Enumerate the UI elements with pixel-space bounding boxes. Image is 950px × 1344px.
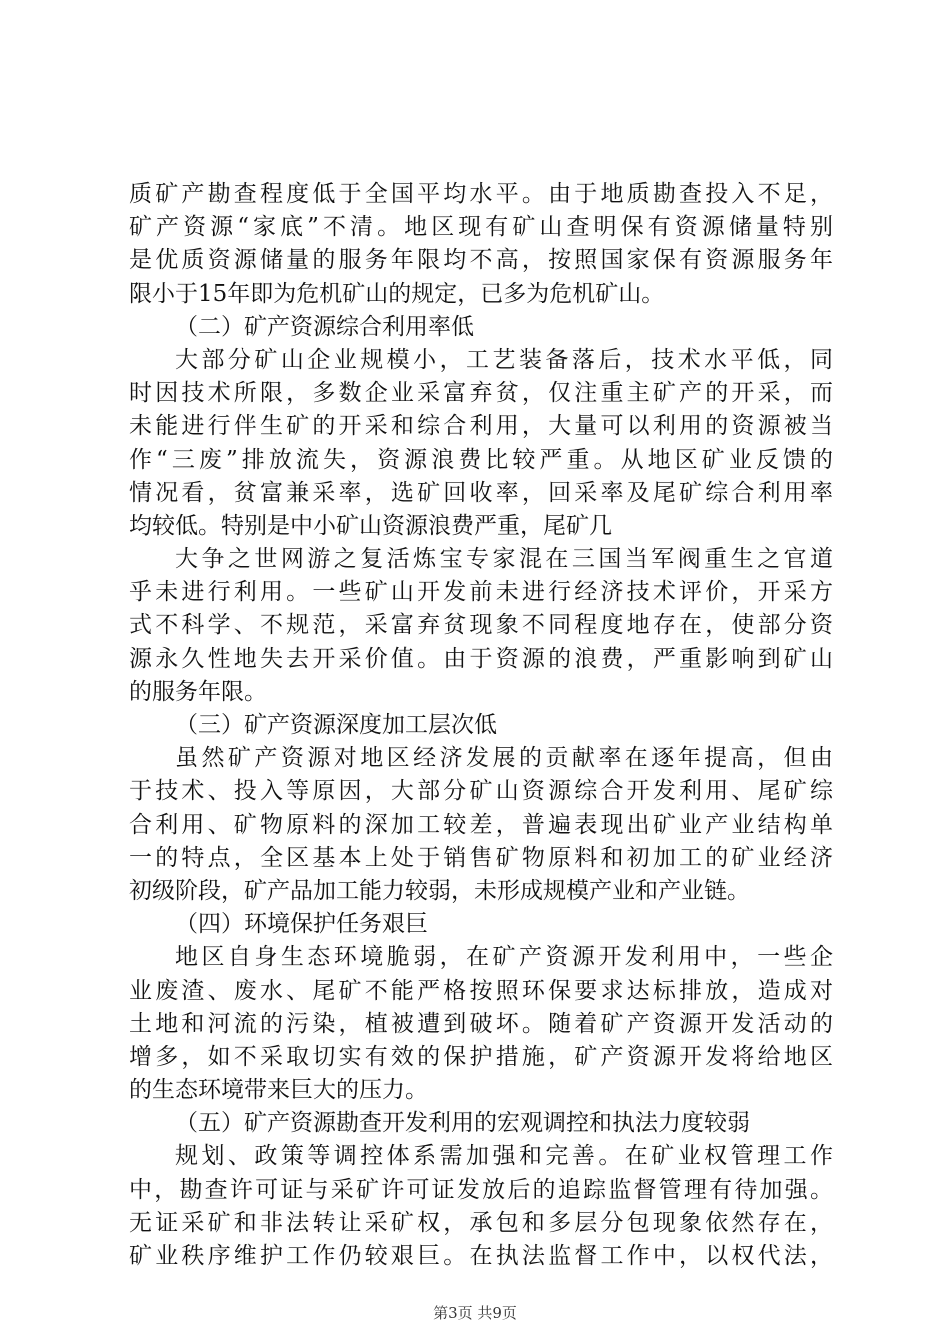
text-line: 均较低。特别是中小矿山资源浪费严重，尾矿几 — [129, 512, 612, 539]
text-line: 作“三废”排放流失，资源浪费比较严重。从地区矿业反馈的 — [129, 446, 833, 473]
text-line: 规划、政策等调控体系需加强和完善。在矿业权管理工作 — [175, 1143, 833, 1170]
text-line: 业废渣、废水、尾矿不能严格按照环保要求达标排放，造成对 — [129, 977, 833, 1004]
text-line: 中，勘查许可证与采矿许可证发放后的追踪监督管理有待加强。 — [129, 1176, 833, 1203]
text-line: 乎未进行利用。一些矿山开发前未进行经济技术评价，开采方 — [129, 579, 833, 606]
text-line: 矿产资源“家底”不清。地区现有矿山查明保有资源储量特别 — [129, 214, 833, 241]
text-line: 的生态环境带来巨大的压力。 — [129, 1077, 428, 1104]
section-heading: （四）环境保护任务艰巨 — [175, 911, 428, 938]
section-heading: （五）矿产资源勘查开发利用的宏观调控和执法力度较弱 — [175, 1110, 750, 1137]
text-line: 虽然矿产资源对地区经济发展的贡献率在逐年提高，但由 — [175, 745, 833, 772]
text-line: 于技术、投入等原因，大部分矿山资源综合开发利用、尾矿综 — [129, 778, 833, 805]
document-body — [129, 178, 833, 1273]
text-line: 的服务年限。 — [129, 678, 267, 705]
text-line: 增多，如不采取切实有效的保护措施，矿产资源开发将给地区 — [129, 1043, 833, 1070]
section-heading: （三）矿产资源深度加工层次低 — [175, 712, 497, 738]
text-line: 是优质资源储量的服务年限均不高，按照国家保有资源服务年 — [129, 247, 833, 274]
text-line: 式不科学、不规范，采富弃贫现象不同程度地存在，使部分资 — [129, 612, 833, 639]
text-line: 地区自身生态环境脆弱，在矿产资源开发利用中，一些企 — [175, 944, 833, 971]
text-line: 源永久性地失去开采价值。由于资源的浪费，严重影响到矿山 — [129, 645, 833, 672]
text-line: 未能进行伴生矿的开采和综合利用，大量可以利用的资源被当 — [129, 413, 833, 440]
text-line: 时因技术所限，多数企业采富弃贫，仅注重主矿产的开采，而 — [129, 380, 833, 407]
text-line: 土地和河流的污染，植被遭到破坏。随着矿产资源开发活动的 — [129, 1010, 833, 1037]
section-heading: （二）矿产资源综合利用率低 — [175, 313, 474, 340]
text-line: 大争之世网游之复活炼宝专家混在三国当军阀重生之官道 — [175, 546, 833, 573]
text-line: 合利用、矿物原料的深加工较差，普遍表现出矿业产业结构单 — [129, 811, 833, 838]
text-line: 无证采矿和非法转让采矿权，承包和多层分包现象依然存在， — [129, 1209, 833, 1236]
text-line: 大部分矿山企业规模小，工艺装备落后，技术水平低，同 — [175, 346, 833, 373]
text-line: 矿业秩序维护工作仍较艰巨。在执法监督工作中，以权代法， — [129, 1243, 833, 1269]
text-line: 情况看，贫富兼采率，选矿回收率，回采率及尾矿综合利用率 — [129, 479, 833, 506]
text-line: 一的特点，全区基本上处于销售矿物原料和初加工的矿业经济 — [129, 844, 833, 871]
text-line: 质矿产勘查程度低于全国平均水平。由于地质勘查投入不足， — [129, 181, 833, 207]
page-number-footer: 第3页 共9页 — [433, 1304, 517, 1322]
text-line: 初级阶段，矿产品加工能力较弱，未形成规模产业和产业链。 — [129, 877, 750, 904]
text-line: 限小于15年即为危机矿山的规定，已多为危机矿山。 — [129, 280, 665, 307]
